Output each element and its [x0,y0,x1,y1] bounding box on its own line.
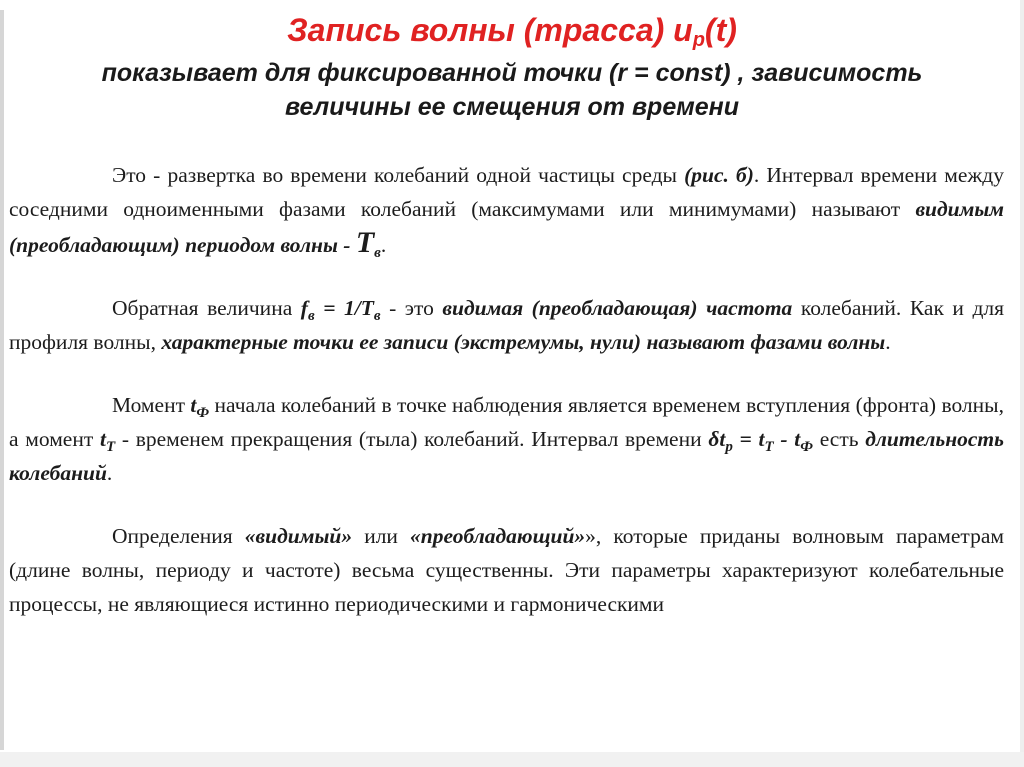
text-run: - это [380,296,443,320]
term-visible-period: видимым (преобладающим) периодом волны - [9,197,1004,257]
text-run: колебаний. Как и для профиля волны, [9,296,1005,354]
text-run: . [106,461,113,485]
paragraph-duration [9,388,1004,490]
symbol-subscript: T [105,439,116,455]
title-subscript: p [692,29,705,51]
paragraph-visible-period [9,158,1004,262]
symbol-subscript: в [307,308,315,324]
symbol-subscript: Ф [800,439,813,455]
formula-inverse-period: = 1/T [314,296,374,320]
term-wave-phases: характерные точки ее записи (экстремумы, нули) называют фазами волны [161,330,886,354]
text-run: . [885,330,891,354]
formula-part: - t [773,427,801,451]
text-run: Это - развертка во времени колебаний одной частицы среды [112,163,685,187]
subtitle-line-2: величины ее смещения от времени [285,93,739,121]
term-visible-frequency: видимая (преобладающая) частота [442,296,793,320]
text-run: . Интервал времени между соседними одноименными фазами колебаний (максимумами или минимумами) называют [9,163,1004,221]
text-run: есть [812,427,866,451]
body-text [9,158,1004,621]
symbol-time: t [190,393,197,417]
symbol-subscript: в [374,245,381,261]
symbol-period: T [355,226,375,259]
text-run: . [380,233,387,257]
paragraph-visible-frequency [9,291,1004,359]
text-run: Момент [112,393,191,417]
formula-part: = t [732,427,765,451]
title-main: Запись волны (трасса) u [287,12,693,48]
symbol-subscript: p [725,439,733,455]
text-run: - временем прекращения (тыла) колебаний. Интервал времени [115,427,709,451]
symbol-subscript: в [373,308,381,324]
symbol-subscript: Ф [196,405,210,421]
text-run: Обратная величина [112,296,301,320]
figure-reference: (рис. б) [684,163,754,187]
symbol-delta-t: δt [708,427,726,451]
term-duration: длительность колебаний [9,427,1004,485]
symbol-time: t [99,427,106,451]
slide-title [0,10,1024,50]
term-visible: «видимый» [244,524,353,548]
title-tail: (t) [704,12,737,48]
text-run: », которые приданы волновым параметрам (длине волны, периоду и частоте) весьма существенны. Эти параметры характеризуют колебательные процессы, не являющиеся истинно периодическими и гармоническими [9,524,1004,616]
text-run: Определения [112,524,245,548]
symbol-frequency: f [300,296,308,320]
text-run: начала колебаний в точке наблюдения является временем вступления (фронта) волны, а момент [9,393,1004,451]
slide-subtitle [0,56,1024,124]
text-run: или [352,524,411,548]
symbol-subscript: T [764,439,774,455]
subtitle-line-1: показывает для фиксированной точки (r = const) , зависимость [101,59,923,87]
term-predominant: «преобладающий» [410,524,586,548]
paragraph-definitions [9,519,1004,621]
slide-border-bottom [0,752,1024,767]
